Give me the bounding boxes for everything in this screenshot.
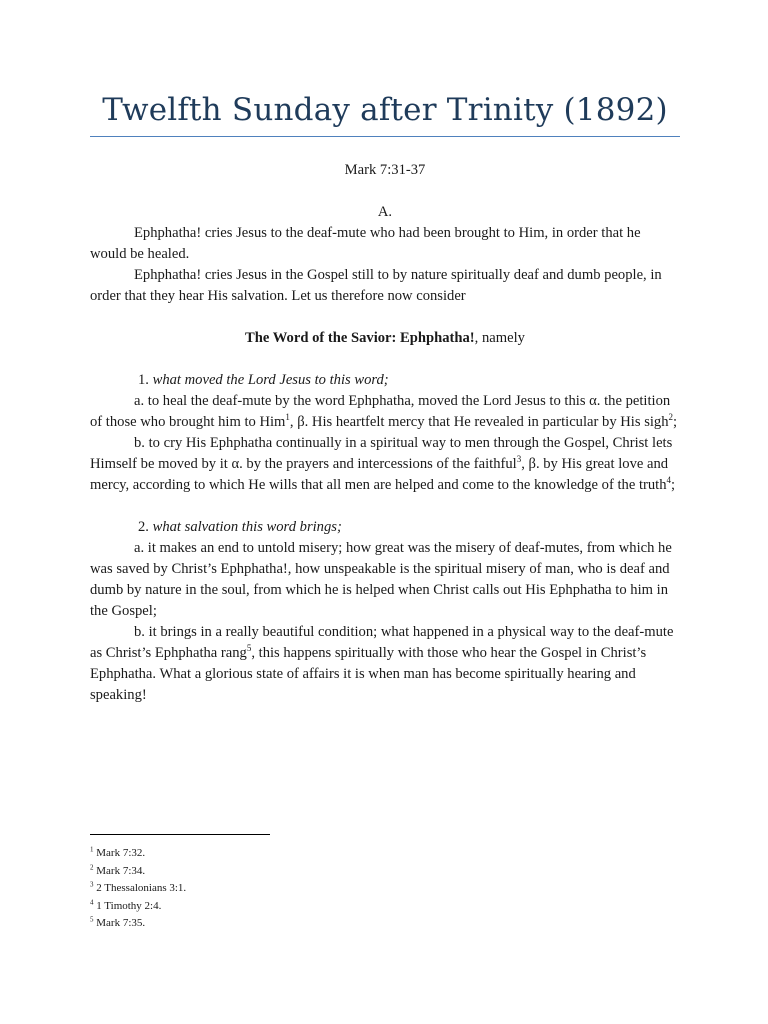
spacer <box>90 181 680 202</box>
spacer <box>90 349 680 370</box>
intro-paragraph-2: Ephphatha! cries Jesus in the Gospel still to by nature spiritually deaf and dumb people, in order that they hear His salvation. Let us therefore now consider <box>90 267 662 304</box>
para-text: to heal the deaf-mute by the word Ephphatha, moved the Lord Jesus to this α. the petition of those who brought him to Him <box>90 393 671 430</box>
page-title: Twelfth Sunday after Trinity (1892) <box>102 92 668 128</box>
footnote <box>90 863 490 881</box>
part-heading-text: what moved the Lord Jesus to this word; <box>152 372 389 388</box>
footnote-number: 2 <box>90 862 94 871</box>
footnote <box>90 915 490 933</box>
para-text: it brings in a really beautiful condition; what happened in a physical way to the deaf-mute as Christ’s Ephphatha rang <box>90 624 674 661</box>
sub-letter: b. <box>134 435 145 451</box>
para-text: ; <box>671 477 676 493</box>
scripture-reference: Mark 7:31-37 <box>344 162 426 178</box>
sub-letter: a. <box>134 393 145 409</box>
footnote-text: Mark 7:35. <box>96 917 146 929</box>
part-number: 1. <box>138 372 149 388</box>
footnote-marker: 5 <box>246 643 252 654</box>
footnote-marker: 2 <box>668 412 674 423</box>
footnote <box>90 880 490 898</box>
footnote-text: 1 Timothy 2:4. <box>96 899 162 912</box>
title-underline <box>90 136 680 137</box>
part-2-heading <box>90 517 680 538</box>
footnote-number: 4 <box>90 897 94 906</box>
footnote-number: 5 <box>90 915 94 924</box>
footnote-marker: 4 <box>666 475 672 486</box>
footnote-separator <box>90 834 270 835</box>
part-2b-paragraph <box>90 622 680 706</box>
footnotes <box>90 845 490 933</box>
footnote <box>90 898 490 916</box>
footnote-text: Mark 7:32. <box>96 847 146 859</box>
spacer <box>90 496 680 517</box>
footnote-number: 3 <box>90 880 94 889</box>
para-text: ; <box>673 414 678 430</box>
footnote <box>90 845 490 863</box>
document-body <box>90 160 680 706</box>
footnote-number: 1 <box>90 845 94 854</box>
sub-letter: a. <box>134 540 145 556</box>
part-1-heading <box>90 370 680 391</box>
para-text: to cry His Ephphatha continually in a spiritual way to men through the Gospel, Christ lets Himself be moved by it α. by the prayers and intercessions of the faithful <box>90 435 673 472</box>
para-text: , this happens spiritually with those who hear the Gospel in Christ’s Ephphatha. What a glorious state of affairs it is when man has become spiritually hearing and speaking! <box>90 645 647 703</box>
para-text: it makes an end to untold misery; how great was the misery of deaf-mutes, from which he was saved by Christ’s Ephphatha!, how unspeakable is the spiritual misery of man, who is deaf and dumb by nature in the soul, from which he is helped when Christ calls out His Ephphatha to him in the Gospel; <box>90 540 672 619</box>
theme-rest: , namely <box>474 330 525 346</box>
part-number: 2. <box>138 519 149 535</box>
part-1b-paragraph <box>90 433 680 496</box>
theme-line <box>90 328 680 349</box>
part-heading-text: what salvation this word brings; <box>152 519 342 535</box>
part-1a-paragraph <box>90 391 680 433</box>
section-label: A. <box>377 204 393 220</box>
spacer <box>90 307 680 328</box>
footnote-text: Mark 7:34. <box>96 864 146 877</box>
theme-bold: The Word of the Savior: Ephphatha! <box>245 330 475 346</box>
sub-letter: b. <box>134 624 145 640</box>
footnote-text: 2 Thessalonians 3:1. <box>96 882 187 894</box>
intro-paragraph-1: Ephphatha! cries Jesus to the deaf-mute who had been brought to Him, in order that he would be healed. <box>90 225 641 262</box>
footnote-marker: 1 <box>285 412 290 423</box>
para-text: , β. His heartfelt mercy that He revealed in particular by His sigh <box>289 414 669 430</box>
footnote-marker: 3 <box>516 454 522 465</box>
part-2a-paragraph <box>90 538 680 622</box>
para-text: , β. by His great love and mercy, according to which He wills that all men are helped and come to the knowledge of the truth <box>90 456 669 493</box>
